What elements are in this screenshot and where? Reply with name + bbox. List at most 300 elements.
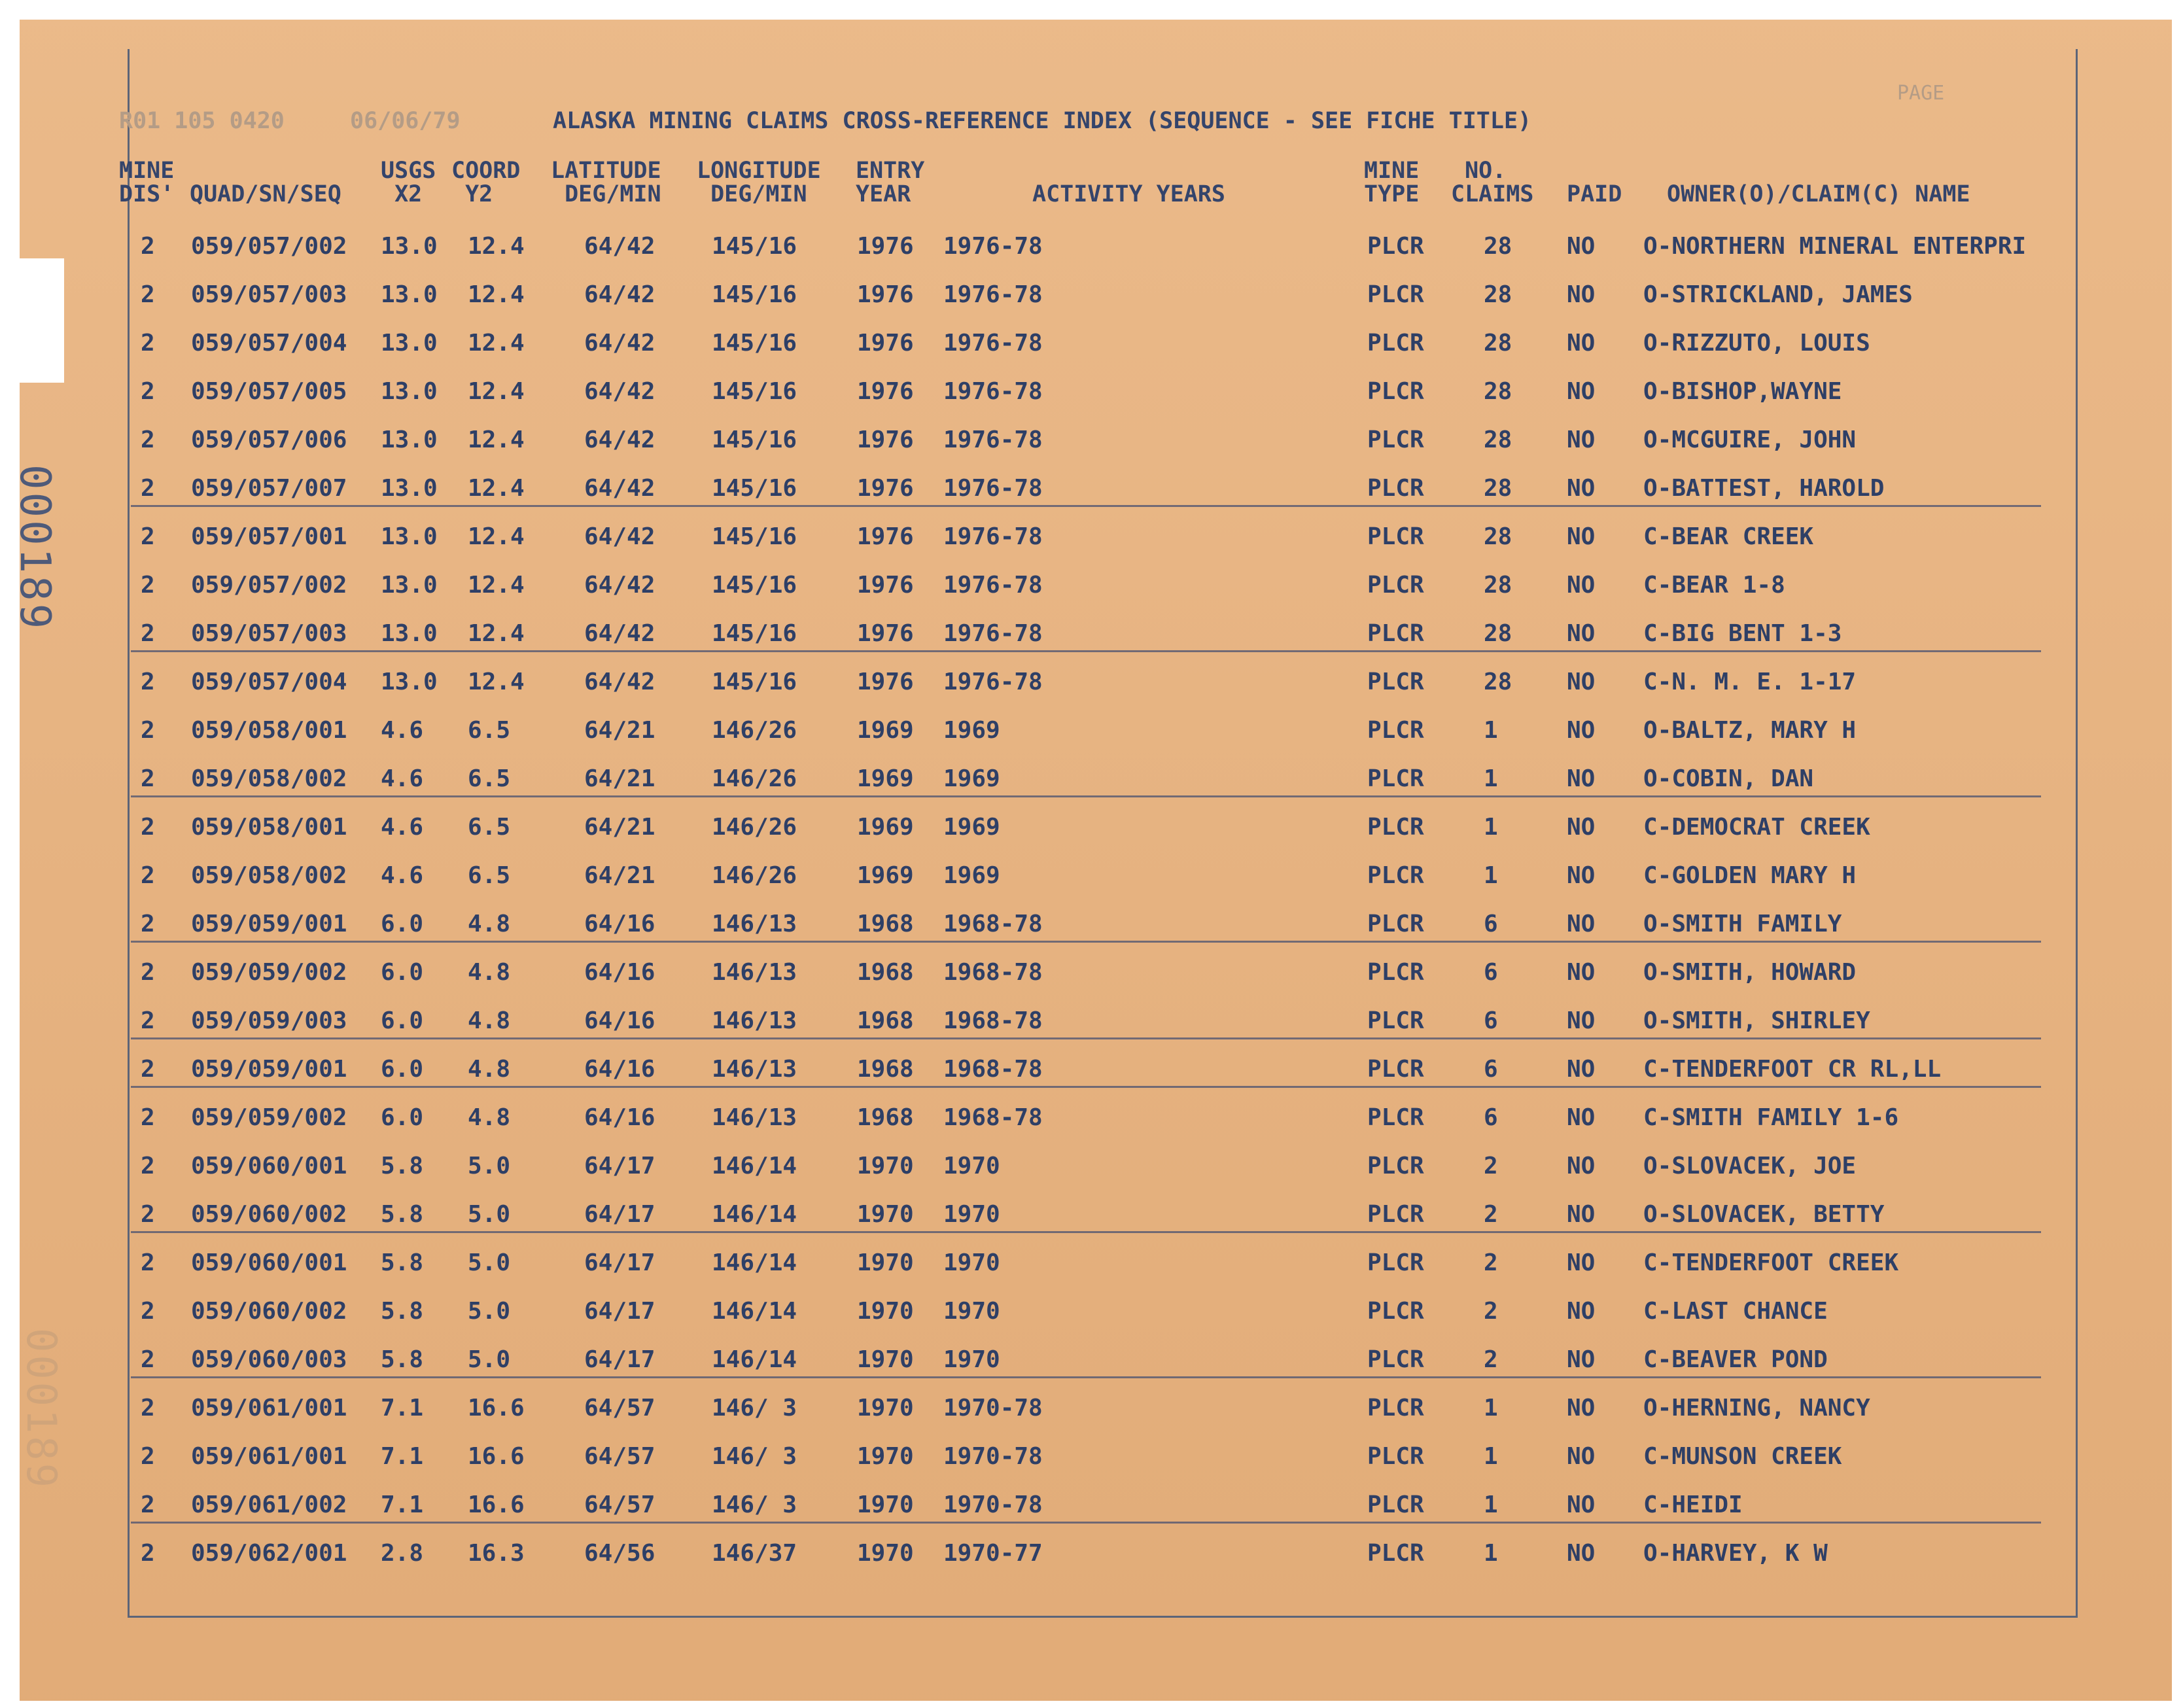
no-claims-cell: 28 — [1484, 378, 1512, 405]
coord-y2-cell: 12.4 — [468, 620, 525, 647]
owner-claim-name-cell: C-TENDERFOOT CR RL,LL — [1643, 1056, 1942, 1083]
mine-type-cell: PLCR — [1367, 765, 1424, 792]
mine-dis-cell: 2 — [141, 911, 155, 937]
entry-year-cell: 1968 — [857, 1007, 914, 1034]
usgs-x2-cell: 5.8 — [381, 1298, 424, 1325]
coord-y2-cell: 12.4 — [468, 523, 525, 550]
paid-cell: NO — [1567, 523, 1596, 550]
longitude-cell: 145/16 — [712, 620, 797, 647]
coord-y2-cell: 5.0 — [468, 1153, 511, 1179]
quad-cell: 059/061/001 — [191, 1395, 347, 1421]
activity-years-cell: 1968-78 — [943, 1056, 1043, 1083]
longitude-cell: 146/14 — [712, 1298, 797, 1325]
col-entry-year: ENTRY YEAR — [856, 158, 925, 207]
entry-year-cell: 1976 — [857, 330, 914, 357]
longitude-cell: 146/ 3 — [712, 1491, 797, 1518]
paid-cell: NO — [1567, 765, 1596, 792]
usgs-x2-cell: 5.8 — [381, 1153, 424, 1179]
mine-type-cell: PLCR — [1367, 1346, 1424, 1373]
owner-claim-name-cell: C-BEAR 1-8 — [1643, 572, 1785, 599]
latitude-cell: 64/57 — [584, 1491, 655, 1518]
mine-type-cell: PLCR — [1367, 1104, 1424, 1131]
col-mine-type: MINE TYPE — [1364, 158, 1420, 207]
longitude-cell: 145/16 — [712, 523, 797, 550]
usgs-x2-cell: 6.0 — [381, 959, 424, 986]
paid-cell: NO — [1567, 1153, 1596, 1179]
quad-cell: 059/059/003 — [191, 1007, 347, 1034]
row-underline — [131, 1086, 2041, 1088]
mine-dis-cell: 2 — [141, 1249, 155, 1276]
table-row — [0, 950, 2183, 996]
longitude-cell: 145/16 — [712, 572, 797, 599]
coord-y2-cell: 12.4 — [468, 572, 525, 599]
entry-year-cell: 1969 — [857, 814, 914, 841]
activity-years-cell: 1976-78 — [943, 330, 1043, 357]
longitude-cell: 146/13 — [712, 1056, 797, 1083]
mine-type-cell: PLCR — [1367, 717, 1424, 744]
quad-cell: 059/061/002 — [191, 1491, 347, 1518]
longitude-cell: 146/ 3 — [712, 1443, 797, 1470]
mine-type-cell: PLCR — [1367, 1540, 1424, 1567]
latitude-cell: 64/16 — [584, 1104, 655, 1131]
no-claims-cell: 6 — [1484, 1007, 1498, 1034]
paid-cell: NO — [1567, 1007, 1596, 1034]
coord-y2-cell: 6.5 — [468, 862, 511, 889]
table-row — [0, 1143, 2183, 1189]
longitude-cell: 146/26 — [712, 717, 797, 744]
activity-years-cell: 1970-78 — [943, 1443, 1043, 1470]
activity-years-cell: 1970 — [943, 1249, 1000, 1276]
mine-type-cell: PLCR — [1367, 1298, 1424, 1325]
entry-year-cell: 1976 — [857, 281, 914, 308]
longitude-cell: 145/16 — [712, 378, 797, 405]
no-claims-cell: 6 — [1484, 959, 1498, 986]
mine-type-cell: PLCR — [1367, 1443, 1424, 1470]
coord-y2-cell: 5.0 — [468, 1249, 511, 1276]
side-frame-number: 000189 — [10, 464, 59, 632]
quad-cell: 059/060/003 — [191, 1346, 347, 1373]
no-claims-cell: 2 — [1484, 1346, 1498, 1373]
table-row — [0, 1095, 2183, 1141]
latitude-cell: 64/42 — [584, 669, 655, 695]
usgs-x2-cell: 13.0 — [381, 475, 438, 502]
no-claims-cell: 6 — [1484, 911, 1498, 937]
entry-year-cell: 1968 — [857, 911, 914, 937]
latitude-cell: 64/21 — [584, 814, 655, 841]
report-date: 06/06/79 — [350, 108, 461, 134]
activity-years-cell: 1970 — [943, 1298, 1000, 1325]
mine-type-cell: PLCR — [1367, 1153, 1424, 1179]
table-row — [0, 417, 2183, 463]
entry-year-cell: 1970 — [857, 1491, 914, 1518]
table-row — [0, 1289, 2183, 1334]
mine-dis-cell: 2 — [141, 378, 155, 405]
activity-years-cell: 1976-78 — [943, 427, 1043, 453]
entry-year-cell: 1969 — [857, 765, 914, 792]
no-claims-cell: 1 — [1484, 862, 1498, 889]
quad-cell: 059/060/002 — [191, 1298, 347, 1325]
longitude-cell: 145/16 — [712, 281, 797, 308]
no-claims-cell: 1 — [1484, 1395, 1498, 1421]
activity-years-cell: 1969 — [943, 765, 1000, 792]
usgs-x2-cell: 6.0 — [381, 1007, 424, 1034]
table-row — [0, 1386, 2183, 1431]
mine-dis-cell: 2 — [141, 765, 155, 792]
activity-years-cell: 1968-78 — [943, 1007, 1043, 1034]
paid-cell: NO — [1567, 911, 1596, 937]
owner-claim-name-cell: O-BALTZ, MARY H — [1643, 717, 1857, 744]
activity-years-cell: 1969 — [943, 717, 1000, 744]
latitude-cell: 64/16 — [584, 959, 655, 986]
mine-dis-cell: 2 — [141, 523, 155, 550]
no-claims-cell: 1 — [1484, 1491, 1498, 1518]
coord-y2-cell: 12.4 — [468, 281, 525, 308]
usgs-x2-cell: 7.1 — [381, 1443, 424, 1470]
paid-cell: NO — [1567, 959, 1596, 986]
latitude-cell: 64/16 — [584, 911, 655, 937]
activity-years-cell: 1969 — [943, 862, 1000, 889]
mine-dis-cell: 2 — [141, 1443, 155, 1470]
paid-cell: NO — [1567, 1491, 1596, 1518]
coord-y2-cell: 16.6 — [468, 1395, 525, 1421]
mine-dis-cell: 2 — [141, 959, 155, 986]
activity-years-cell: 1970-77 — [943, 1540, 1043, 1567]
coord-y2-cell: 16.6 — [468, 1443, 525, 1470]
quad-cell: 059/057/002 — [191, 572, 347, 599]
coord-y2-cell: 5.0 — [468, 1346, 511, 1373]
table-row — [0, 853, 2183, 899]
no-claims-cell: 28 — [1484, 281, 1512, 308]
coord-y2-cell: 5.0 — [468, 1298, 511, 1325]
longitude-cell: 146/13 — [712, 1104, 797, 1131]
coord-y2-cell: 4.8 — [468, 959, 511, 986]
mine-type-cell: PLCR — [1367, 330, 1424, 357]
mine-type-cell: PLCR — [1367, 1249, 1424, 1276]
coord-y2-cell: 4.8 — [468, 1056, 511, 1083]
usgs-x2-cell: 13.0 — [381, 669, 438, 695]
table-row — [0, 369, 2183, 415]
table-row — [0, 1531, 2183, 1577]
usgs-x2-cell: 6.0 — [381, 1104, 424, 1131]
mine-type-cell: PLCR — [1367, 814, 1424, 841]
owner-claim-name-cell: O-BISHOP,WAYNE — [1643, 378, 1842, 405]
quad-cell: 059/060/002 — [191, 1201, 347, 1228]
table-row — [0, 1240, 2183, 1286]
owner-claim-name-cell: O-RIZZUTO, LOUIS — [1643, 330, 1870, 357]
paid-cell: NO — [1567, 1249, 1596, 1276]
no-claims-cell: 2 — [1484, 1153, 1498, 1179]
usgs-x2-cell: 13.0 — [381, 233, 438, 260]
quad-cell: 059/058/002 — [191, 862, 347, 889]
entry-year-cell: 1970 — [857, 1298, 914, 1325]
owner-claim-name-cell: C-BEAR CREEK — [1643, 523, 1814, 550]
longitude-cell: 146/37 — [712, 1540, 797, 1567]
quad-cell: 059/058/002 — [191, 765, 347, 792]
entry-year-cell: 1976 — [857, 427, 914, 453]
coord-y2-cell: 16.3 — [468, 1540, 525, 1567]
no-claims-cell: 6 — [1484, 1104, 1498, 1131]
mine-dis-cell: 2 — [141, 1346, 155, 1373]
table-row — [0, 514, 2183, 560]
entry-year-cell: 1970 — [857, 1540, 914, 1567]
no-claims-cell: 1 — [1484, 814, 1498, 841]
entry-year-cell: 1969 — [857, 717, 914, 744]
usgs-x2-cell: 13.0 — [381, 572, 438, 599]
activity-years-cell: 1968-78 — [943, 911, 1043, 937]
coord-y2-cell: 12.4 — [468, 330, 525, 357]
usgs-x2-cell: 6.0 — [381, 911, 424, 937]
owner-claim-name-cell: C-MUNSON CREEK — [1643, 1443, 1842, 1470]
latitude-cell: 64/17 — [584, 1249, 655, 1276]
latitude-cell: 64/17 — [584, 1346, 655, 1373]
longitude-cell: 146/26 — [712, 765, 797, 792]
entry-year-cell: 1970 — [857, 1443, 914, 1470]
mine-type-cell: PLCR — [1367, 911, 1424, 937]
coord-y2-cell: 6.5 — [468, 765, 511, 792]
no-claims-cell: 2 — [1484, 1249, 1498, 1276]
owner-claim-name-cell: C-BEAVER POND — [1643, 1346, 1828, 1373]
coord-y2-cell: 6.5 — [468, 717, 511, 744]
usgs-x2-cell: 13.0 — [381, 523, 438, 550]
owner-claim-name-cell: O-SMITH FAMILY — [1643, 911, 1842, 937]
owner-claim-name-cell: O-COBIN, DAN — [1643, 765, 1814, 792]
row-underline — [131, 1037, 2041, 1039]
longitude-cell: 146/26 — [712, 862, 797, 889]
mine-dis-cell: 2 — [141, 620, 155, 647]
table-row — [0, 272, 2183, 318]
mine-dis-cell: 2 — [141, 427, 155, 453]
longitude-cell: 146/13 — [712, 911, 797, 937]
col-paid: PAID — [1567, 181, 1622, 207]
table-row — [0, 708, 2183, 754]
quad-cell: 059/059/001 — [191, 1056, 347, 1083]
col-no-claims: NO. CLAIMS — [1451, 158, 1534, 207]
quad-cell: 059/057/004 — [191, 330, 347, 357]
quad-cell: 059/057/003 — [191, 620, 347, 647]
quad-cell: 059/061/001 — [191, 1443, 347, 1470]
usgs-x2-cell: 4.6 — [381, 765, 424, 792]
mine-type-cell: PLCR — [1367, 572, 1424, 599]
usgs-x2-cell: 13.0 — [381, 427, 438, 453]
mine-dis-cell: 2 — [141, 862, 155, 889]
owner-claim-name-cell: C-LAST CHANCE — [1643, 1298, 1828, 1325]
row-underline — [131, 795, 2041, 797]
longitude-cell: 146/26 — [712, 814, 797, 841]
report-title: ALASKA MINING CLAIMS CROSS-REFERENCE INDEX (SEQUENCE - SEE FICHE TITLE) — [553, 108, 1532, 134]
quad-cell: 059/057/001 — [191, 523, 347, 550]
activity-years-cell: 1970-78 — [943, 1491, 1043, 1518]
latitude-cell: 64/17 — [584, 1201, 655, 1228]
quad-cell: 059/057/002 — [191, 233, 347, 260]
row-underline — [131, 505, 2041, 507]
no-claims-cell: 6 — [1484, 1056, 1498, 1083]
entry-year-cell: 1968 — [857, 1104, 914, 1131]
row-underline — [131, 941, 2041, 943]
usgs-x2-cell: 4.6 — [381, 862, 424, 889]
latitude-cell: 64/42 — [584, 620, 655, 647]
paid-cell: NO — [1567, 1298, 1596, 1325]
activity-years-cell: 1976-78 — [943, 475, 1043, 502]
side-frame-number-faint: 000189 — [18, 1328, 65, 1490]
no-claims-cell: 28 — [1484, 669, 1512, 695]
no-claims-cell: 28 — [1484, 233, 1512, 260]
latitude-cell: 64/42 — [584, 233, 655, 260]
mine-dis-cell: 2 — [141, 814, 155, 841]
usgs-x2-cell: 7.1 — [381, 1395, 424, 1421]
paid-cell: NO — [1567, 814, 1596, 841]
owner-claim-name-cell: O-SMITH, SHIRLEY — [1643, 1007, 1870, 1034]
table-row — [0, 563, 2183, 608]
quad-cell: 059/060/001 — [191, 1249, 347, 1276]
no-claims-cell: 2 — [1484, 1201, 1498, 1228]
no-claims-cell: 28 — [1484, 475, 1512, 502]
owner-claim-name-cell: C-DEMOCRAT CREEK — [1643, 814, 1870, 841]
mine-dis-cell: 2 — [141, 330, 155, 357]
paid-cell: NO — [1567, 281, 1596, 308]
mine-dis-cell: 2 — [141, 717, 155, 744]
activity-years-cell: 1970-78 — [943, 1395, 1043, 1421]
latitude-cell: 64/21 — [584, 862, 655, 889]
coord-y2-cell: 12.4 — [468, 378, 525, 405]
mine-type-cell: PLCR — [1367, 523, 1424, 550]
usgs-x2-cell: 4.6 — [381, 814, 424, 841]
no-claims-cell: 1 — [1484, 717, 1498, 744]
mine-type-cell: PLCR — [1367, 1007, 1424, 1034]
quad-cell: 059/057/004 — [191, 669, 347, 695]
latitude-cell: 64/57 — [584, 1395, 655, 1421]
paid-cell: NO — [1567, 475, 1596, 502]
longitude-cell: 145/16 — [712, 330, 797, 357]
latitude-cell: 64/42 — [584, 427, 655, 453]
owner-claim-name-cell: C-GOLDEN MARY H — [1643, 862, 1857, 889]
mine-type-cell: PLCR — [1367, 1395, 1424, 1421]
latitude-cell: 64/42 — [584, 378, 655, 405]
coord-y2-cell: 12.4 — [468, 233, 525, 260]
mine-type-cell: PLCR — [1367, 1056, 1424, 1083]
mine-type-cell: PLCR — [1367, 1201, 1424, 1228]
owner-claim-name-cell: O-SLOVACEK, BETTY — [1643, 1201, 1885, 1228]
owner-claim-name-cell: C-TENDERFOOT CREEK — [1643, 1249, 1899, 1276]
paid-cell: NO — [1567, 1443, 1596, 1470]
usgs-x2-cell: 13.0 — [381, 330, 438, 357]
longitude-cell: 145/16 — [712, 427, 797, 453]
owner-claim-name-cell: O-BATTEST, HAROLD — [1643, 475, 1885, 502]
entry-year-cell: 1970 — [857, 1249, 914, 1276]
quad-cell: 059/057/003 — [191, 281, 347, 308]
entry-year-cell: 1976 — [857, 523, 914, 550]
mine-type-cell: PLCR — [1367, 1491, 1424, 1518]
usgs-x2-cell: 13.0 — [381, 281, 438, 308]
paid-cell: NO — [1567, 233, 1596, 260]
longitude-cell: 145/16 — [712, 669, 797, 695]
quad-cell: 059/057/005 — [191, 378, 347, 405]
mine-dis-cell: 2 — [141, 475, 155, 502]
entry-year-cell: 1969 — [857, 862, 914, 889]
quad-cell: 059/059/001 — [191, 911, 347, 937]
longitude-cell: 146/13 — [712, 959, 797, 986]
activity-years-cell: 1976-78 — [943, 233, 1043, 260]
mine-type-cell: PLCR — [1367, 620, 1424, 647]
report-id: R01 105 0420 — [119, 108, 285, 134]
owner-claim-name-cell: C-BIG BENT 1-3 — [1643, 620, 1842, 647]
quad-cell: 059/058/001 — [191, 717, 347, 744]
mine-type-cell: PLCR — [1367, 475, 1424, 502]
mine-dis-cell: 2 — [141, 669, 155, 695]
table-row — [0, 224, 2183, 270]
owner-claim-name-cell: O-NORTHERN MINERAL ENTERPRI — [1643, 233, 2027, 260]
longitude-cell: 146/14 — [712, 1201, 797, 1228]
entry-year-cell: 1976 — [857, 572, 914, 599]
entry-year-cell: 1968 — [857, 1056, 914, 1083]
latitude-cell: 64/56 — [584, 1540, 655, 1567]
col-owner-claim-name: OWNER(O)/CLAIM(C) NAME — [1667, 181, 1970, 207]
longitude-cell: 145/16 — [712, 233, 797, 260]
latitude-cell: 64/57 — [584, 1443, 655, 1470]
entry-year-cell: 1970 — [857, 1153, 914, 1179]
owner-claim-name-cell: O-SMITH, HOWARD — [1643, 959, 1857, 986]
latitude-cell: 64/17 — [584, 1153, 655, 1179]
activity-years-cell: 1976-78 — [943, 669, 1043, 695]
owner-claim-name-cell: C-SMITH FAMILY 1-6 — [1643, 1104, 1899, 1131]
usgs-x2-cell: 7.1 — [381, 1491, 424, 1518]
usgs-x2-cell: 5.8 — [381, 1201, 424, 1228]
mine-dis-cell: 2 — [141, 1201, 155, 1228]
mine-dis-cell: 2 — [141, 1540, 155, 1567]
usgs-x2-cell: 13.0 — [381, 378, 438, 405]
col-quad: QUAD/SN/SEQ — [190, 181, 341, 207]
paid-cell: NO — [1567, 378, 1596, 405]
coord-y2-cell: 12.4 — [468, 669, 525, 695]
paid-cell: NO — [1567, 862, 1596, 889]
col-activity-years: ACTIVITY YEARS — [1032, 181, 1226, 207]
usgs-x2-cell: 5.8 — [381, 1346, 424, 1373]
latitude-cell: 64/16 — [584, 1007, 655, 1034]
activity-years-cell: 1976-78 — [943, 378, 1043, 405]
longitude-cell: 145/16 — [712, 475, 797, 502]
table-row — [0, 805, 2183, 850]
paid-cell: NO — [1567, 1104, 1596, 1131]
paid-cell: NO — [1567, 620, 1596, 647]
quad-cell: 059/062/001 — [191, 1540, 347, 1567]
owner-claim-name-cell: O-SLOVACEK, JOE — [1643, 1153, 1857, 1179]
table-row — [0, 1434, 2183, 1480]
paid-cell: NO — [1567, 427, 1596, 453]
longitude-cell: 146/14 — [712, 1346, 797, 1373]
no-claims-cell: 28 — [1484, 572, 1512, 599]
paid-cell: NO — [1567, 1201, 1596, 1228]
coord-y2-cell: 5.0 — [468, 1201, 511, 1228]
activity-years-cell: 1968-78 — [943, 1104, 1043, 1131]
col-mine-dis: MINE DIS' — [119, 158, 175, 207]
mine-type-cell: PLCR — [1367, 669, 1424, 695]
activity-years-cell: 1970 — [943, 1346, 1000, 1373]
entry-year-cell: 1976 — [857, 378, 914, 405]
no-claims-cell: 1 — [1484, 1540, 1498, 1567]
mine-dis-cell: 2 — [141, 1056, 155, 1083]
latitude-cell: 64/21 — [584, 765, 655, 792]
activity-years-cell: 1968-78 — [943, 959, 1043, 986]
quad-cell: 059/057/006 — [191, 427, 347, 453]
col-latitude: LATITUDE DEG/MIN — [551, 158, 661, 207]
coord-y2-cell: 4.8 — [468, 1007, 511, 1034]
entry-year-cell: 1976 — [857, 475, 914, 502]
paid-cell: NO — [1567, 572, 1596, 599]
paid-cell: NO — [1567, 669, 1596, 695]
longitude-cell: 146/14 — [712, 1153, 797, 1179]
latitude-cell: 64/42 — [584, 281, 655, 308]
entry-year-cell: 1970 — [857, 1201, 914, 1228]
quad-cell: 059/060/001 — [191, 1153, 347, 1179]
